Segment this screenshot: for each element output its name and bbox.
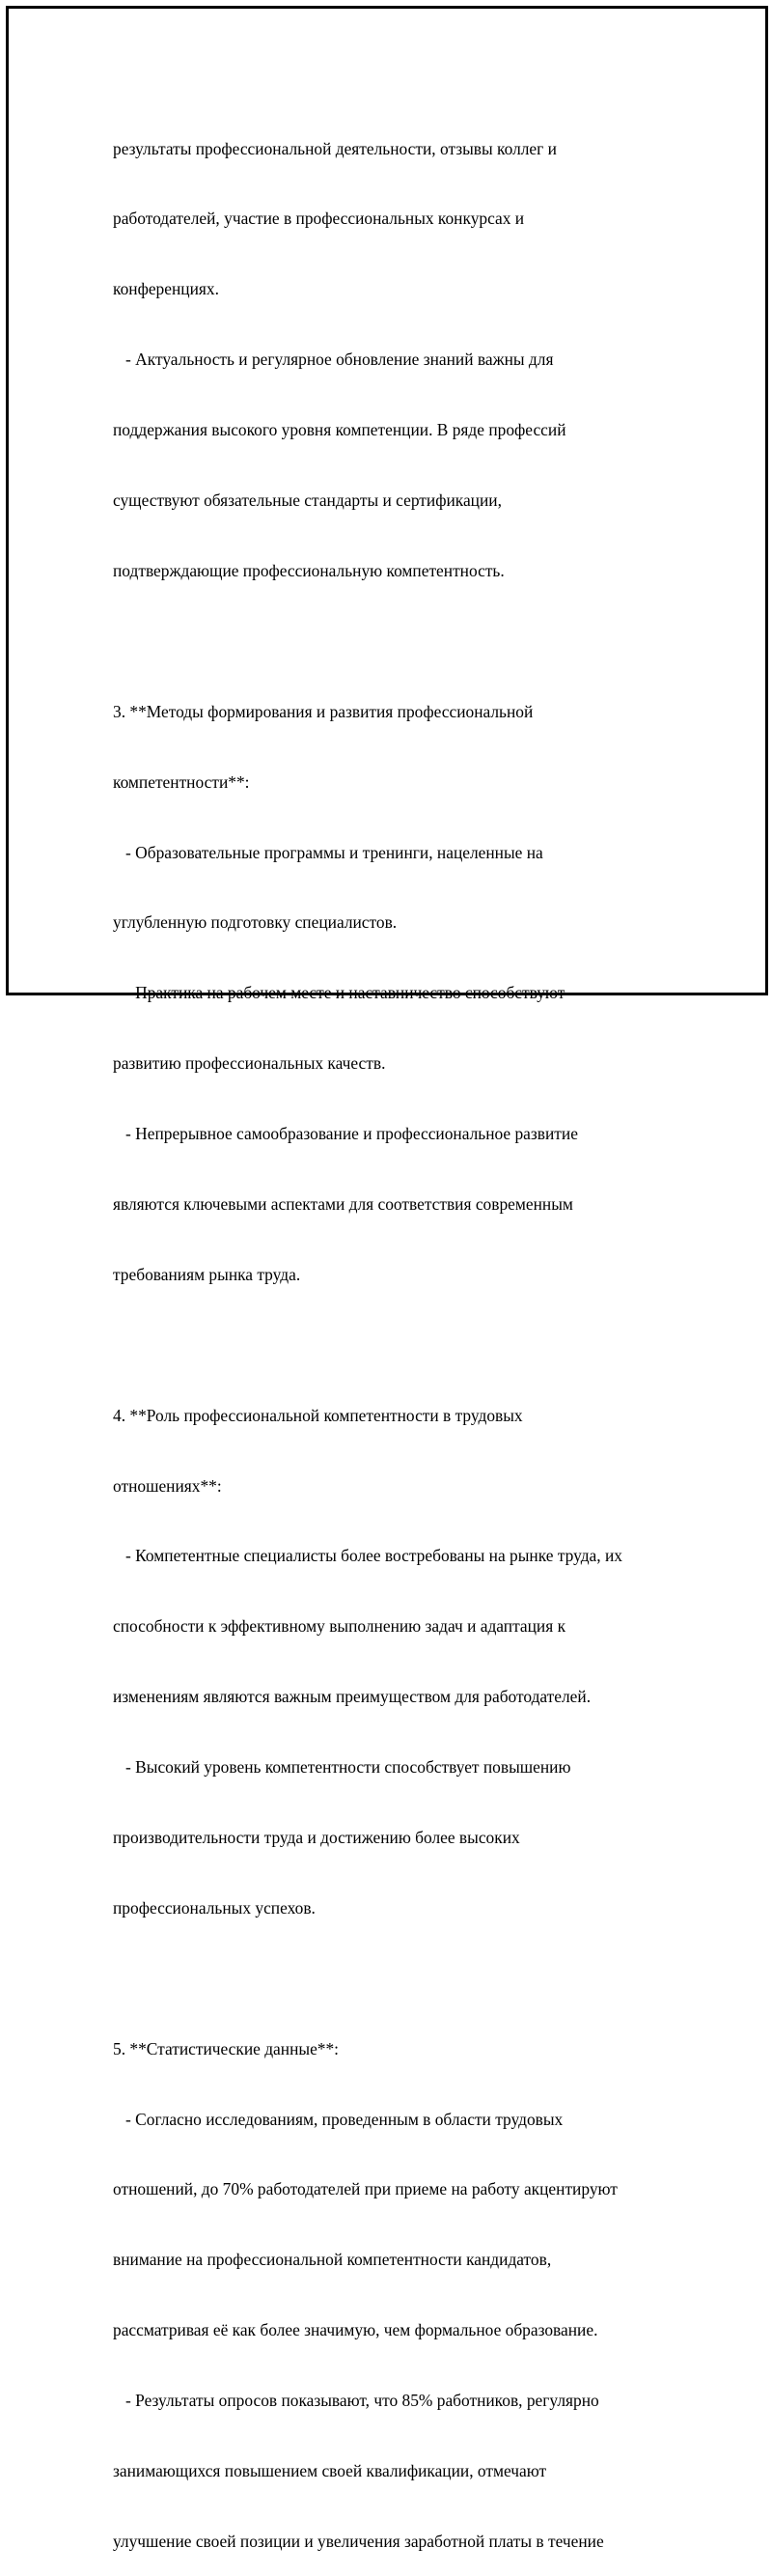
text-line: - Образовательные программы и тренинги, нацеленные на bbox=[113, 842, 543, 862]
text-line: - Высокий уровень компетентности способствует повышению bbox=[113, 1757, 571, 1778]
blank-line bbox=[113, 1333, 682, 1357]
text-line: - Практика на рабочем месте и наставничество способствуют bbox=[113, 983, 565, 1003]
text-line: требованиям рынка труда. bbox=[113, 1264, 301, 1284]
section-heading: компетентности**: bbox=[113, 771, 250, 792]
text-line: результаты профессиональной деятельности, отзывы коллег и bbox=[113, 138, 557, 158]
section-heading: отношениях**: bbox=[113, 1475, 222, 1496]
text-line: внимание на профессиональной компетентности кандидатов, bbox=[113, 2250, 552, 2270]
text-line: - Актуальность и регулярное обновление знаний важны для bbox=[113, 350, 554, 370]
text-line: отношений, до 70% работодателей при приеме на работу акцентируют bbox=[113, 2179, 618, 2199]
text-line: развитию профессиональных качеств. bbox=[113, 1053, 386, 1074]
text-line: производительности труда и достижению более высоких bbox=[113, 1827, 520, 1847]
text-line: - Непрерывное самообразование и профессиональное развитие bbox=[113, 1124, 578, 1144]
text-line: - Компетентные специалисты более востребованы на рынке труда, их bbox=[113, 1546, 622, 1566]
blank-line bbox=[113, 1967, 682, 1990]
blank-line bbox=[113, 630, 682, 653]
section-heading: 5. **Статистические данные**: bbox=[113, 2038, 340, 2058]
section-heading: 4. **Роль профессиональной компетентности в трудовых bbox=[113, 1405, 523, 1425]
text-line: улучшение своей позиции и увеличения заработной платы в течение bbox=[113, 2531, 604, 2551]
text-line: являются ключевыми аспектами для соответствия современным bbox=[113, 1193, 573, 1214]
section-heading: 3. **Методы формирования и развития профессиональной bbox=[113, 701, 534, 721]
text-line: способности к эффективному выполнению задач и адаптация к bbox=[113, 1616, 566, 1637]
text-line: существуют обязательные стандарты и сертификации, bbox=[113, 490, 502, 511]
text-line: углубленную подготовку специалистов. bbox=[113, 912, 398, 933]
text-line: - Согласно исследованиям, проведенным в области трудовых bbox=[113, 2109, 564, 2129]
text-line: подтверждающие профессиональную компетентность. bbox=[113, 560, 505, 580]
text-line: работодателей, участие в профессиональных конкурсах и bbox=[113, 209, 525, 229]
text-line: конференциях. bbox=[113, 279, 219, 299]
text-line: занимающихся повышением своей квалификации, отмечают bbox=[113, 2460, 547, 2480]
text-line: поддержания высокого уровня компетенции. В ряде профессий bbox=[113, 420, 566, 440]
text-line: профессиональных успехов. bbox=[113, 1897, 316, 1918]
text-line: изменениям являются важным преимуществом для работодателей. bbox=[113, 1687, 592, 1707]
text-line: рассматривая её как более значимую, чем формальное образование. bbox=[113, 2320, 598, 2340]
text-line: - Результаты опросов показывают, что 85% работников, регулярно bbox=[113, 2391, 599, 2411]
document-body bbox=[113, 90, 682, 2576]
